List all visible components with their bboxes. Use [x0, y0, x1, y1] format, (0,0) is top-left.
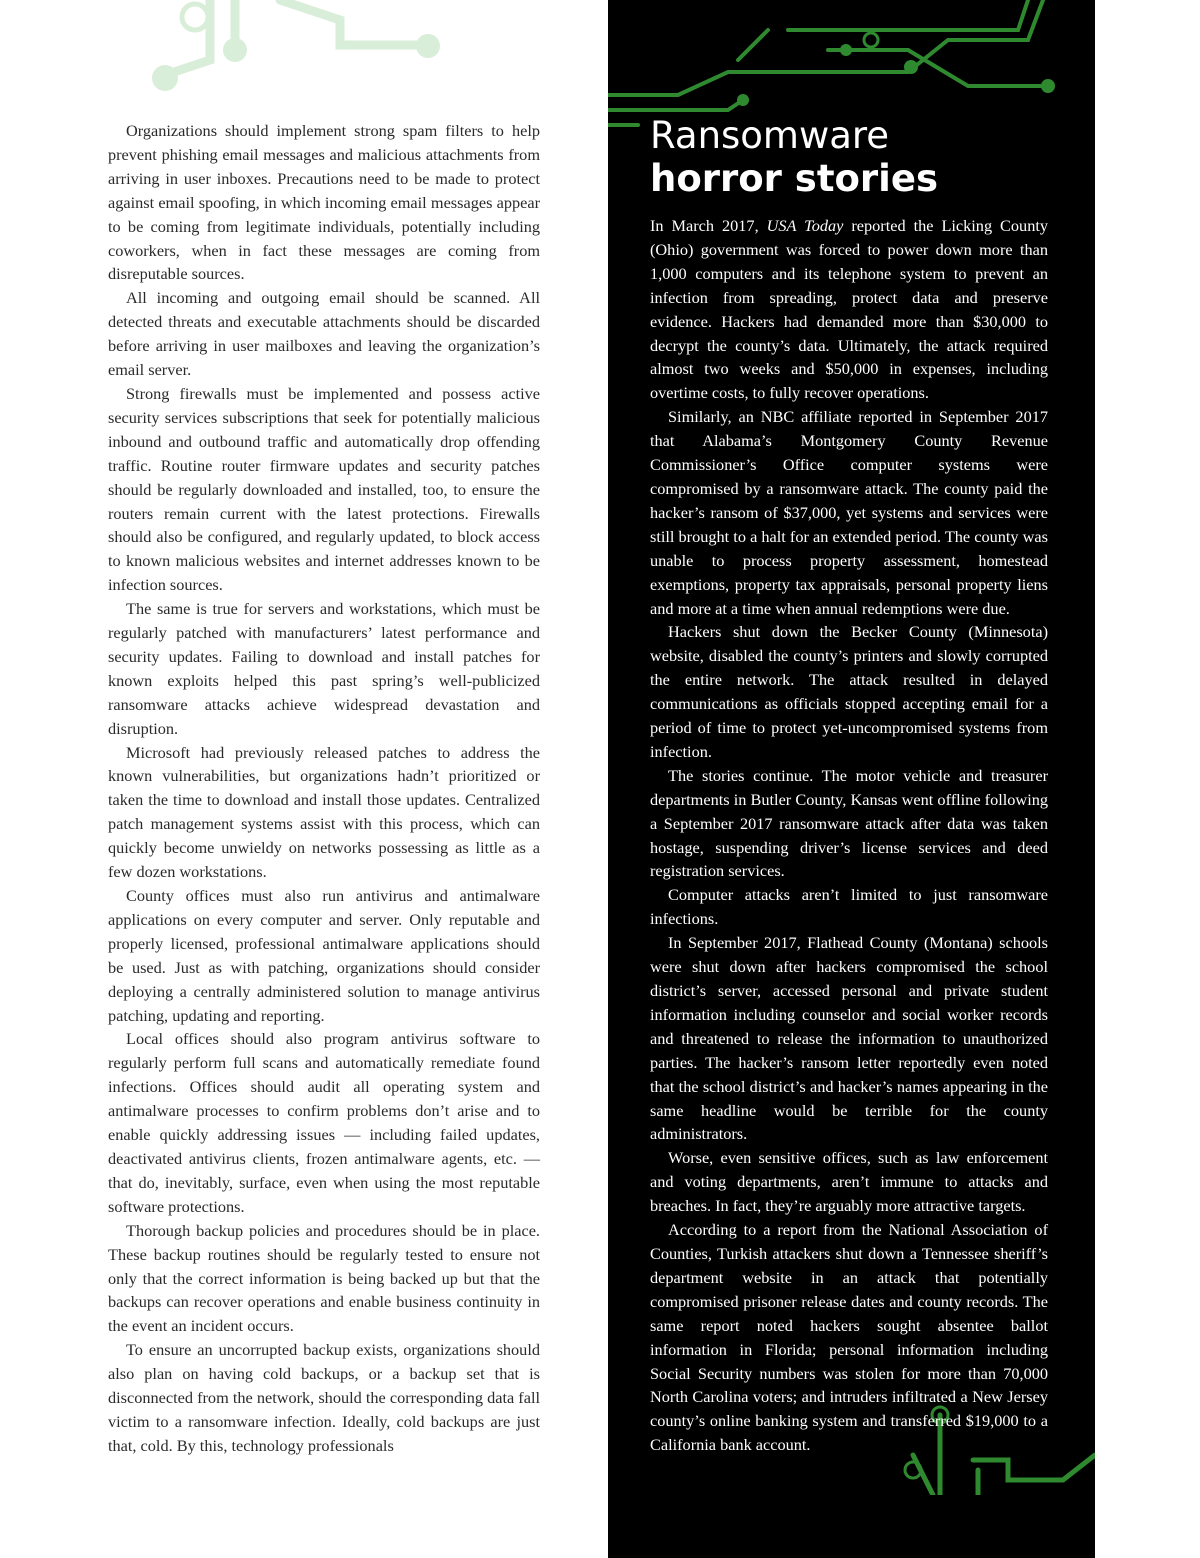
paragraph: According to a report from the National Association of Counties, Turkish attackers shut down a Tennessee sheriff’s department website in an attack that potentially compromised prisoner release dates and county records. The same report noted hackers sought absentee ballot information in Florida; personal information including Social Security numbers was stolen for more than 70,000 North Carolina voters; and intruders infiltrated a New Jersey county’s online banking system and transferred $19,000 to a California bank account. — [650, 1220, 1048, 1455]
circuit-decoration-top-right — [608, 0, 1095, 130]
sidebar-title — [650, 114, 938, 200]
paragraph: All incoming and outgoing email should be scanned. All detected threats and executable attachments should be discarded before arriving in user mailboxes and leaving the organization’s email server. — [108, 288, 540, 380]
main-article-column — [108, 119, 540, 1458]
paragraph: Local offices should also program antivirus software to regularly perform full scans and automatically remediate found infections. Offices should audit all operating system and antimalware processes to confirm problems don’t arise and to enable quickly addressing issues — including failed updates, deactivated antivirus clients, frozen antimalware agents, etc. — that do, inevitably, surface, even when using the most reputable software protections. — [108, 1029, 540, 1216]
paragraph: Thorough backup policies and procedures should be in place. These backup routines should be regularly tested to ensure not only that the correct information is being backed up but that the backups can recover operations and enable business continuity in the event an incident occurs. — [108, 1220, 540, 1336]
circuit-decoration-top-left — [140, 0, 460, 110]
paragraph: To ensure an uncorrupted backup exists, organizations should also plan on having cold backups, or a backup set that is disconnected from the network, should the corresponding data fall victim to a ransomware infection. Ideally, cold backups are just that, cold. By this, technology professionals — [108, 1340, 540, 1455]
paragraph: Strong firewalls must be implemented and possess active security services subscriptions that seek for potentially malicious inbound and outbound traffic and automatically drop offending traffic. Routine router firmware updates and security patches should be regularly downloaded and installed, too, to ensure the routers remain current with the latest protections. Firewalls should also be configured, and regularly updated, to block access to known malicious websites and internet addresses known to be infection sources. — [108, 383, 540, 595]
sidebar-title-line1: Ransomware — [650, 114, 890, 157]
paragraph: Similarly, an NBC affiliate reported in September 2017 that Alabama’s Montgomery County Revenue Commissioner’s Office computer systems were compromised by a ransomware attack. The county paid the hacker’s ransom of $37,000, yet systems and services were still brought to a halt for an extended period. The county was unable to process property assessment, homestead exemptions, property tax appraisals, personal property liens and more at a time when annual redemptions were due. — [650, 407, 1048, 618]
paragraph: Hackers shut down the Becker County (Minnesota) website, disabled the county’s printers and slowly corrupted the entire network. The attack resulted in delayed communications as officials stopped accepting email for a period of time to protect yet-uncompromised systems from infection. — [650, 622, 1048, 761]
sidebar-article-column — [650, 214, 1048, 1457]
paragraph: In September 2017, Flathead County (Montana) schools were shut down after hackers compromised the school district’s server, accessed personal and private student information including counselor and social worker records and threatened to release the information to unauthorized parties. The hacker’s ransom letter reportedly even noted that the school district’s and hacker’s names appearing in the same headline would be terrible for the county administrators. — [650, 933, 1048, 1144]
sidebar-title-line2: horror stories — [650, 157, 938, 200]
paragraph: Organizations should implement strong spam filters to help prevent phishing email messages and malicious attachments from arriving in user inboxes. Precautions need to be made to protect against email spoofing, in which incoming email messages appear to be coming from legitimate individuals, potentially including coworkers, when in fact these messages are coming from disreputable sources. — [108, 121, 540, 284]
paragraph-text: reported the Licking County (Ohio) government was forced to power down more than 1,000 computers and its telephone system to prevent an infection from spreading, protect data and preserve evidence. Hackers had demanded more than $30,000 to decrypt the county’s data. Ultimately, the attack required almost two weeks and $50,000 in expenses, including overtime costs, to fully recover operations. — [650, 216, 1049, 403]
publication-name: USA Today — [766, 216, 844, 235]
paragraph: Computer attacks aren’t limited to just ransomware infections. — [650, 885, 1048, 929]
paragraph: Microsoft had previously released patches to address the known vulnerabilities, but organizations hadn’t prioritized or taken the time to download and install those updates. Centralized patch management systems assist with this process, which can quickly become unwieldy on networks possessing as little as a few dozen workstations. — [108, 742, 540, 882]
paragraph: The stories continue. The motor vehicle and treasurer departments in Butler County, Kansas went offline following a September 2017 ransomware attack after data was taken hostage, suspending driver’s license services and deed registration services. — [650, 765, 1048, 881]
paragraph: Worse, even sensitive offices, such as law enforcement and voting departments, aren’t immune to attacks and breaches. In fact, they’re arguably more attractive targets. — [650, 1148, 1048, 1216]
paragraph: The same is true for servers and workstations, which must be regularly patched with manufacturers’ latest performance and security updates. Failing to download and install patches for known exploits helped this past spring’s well-publicized ransomware attacks achieve widespread devastation and disruption. — [108, 599, 540, 738]
paragraph — [650, 214, 1048, 405]
paragraph-lead: In March 2017, — [650, 216, 767, 235]
paragraph: County offices must also run antivirus and antimalware applications on every computer and server. Only reputable and properly licensed, professional antimalware applications should be used. Just as with patching, organizations should consider deploying a centrally administered solution to manage antivirus patching, updating and reporting. — [108, 886, 540, 1025]
